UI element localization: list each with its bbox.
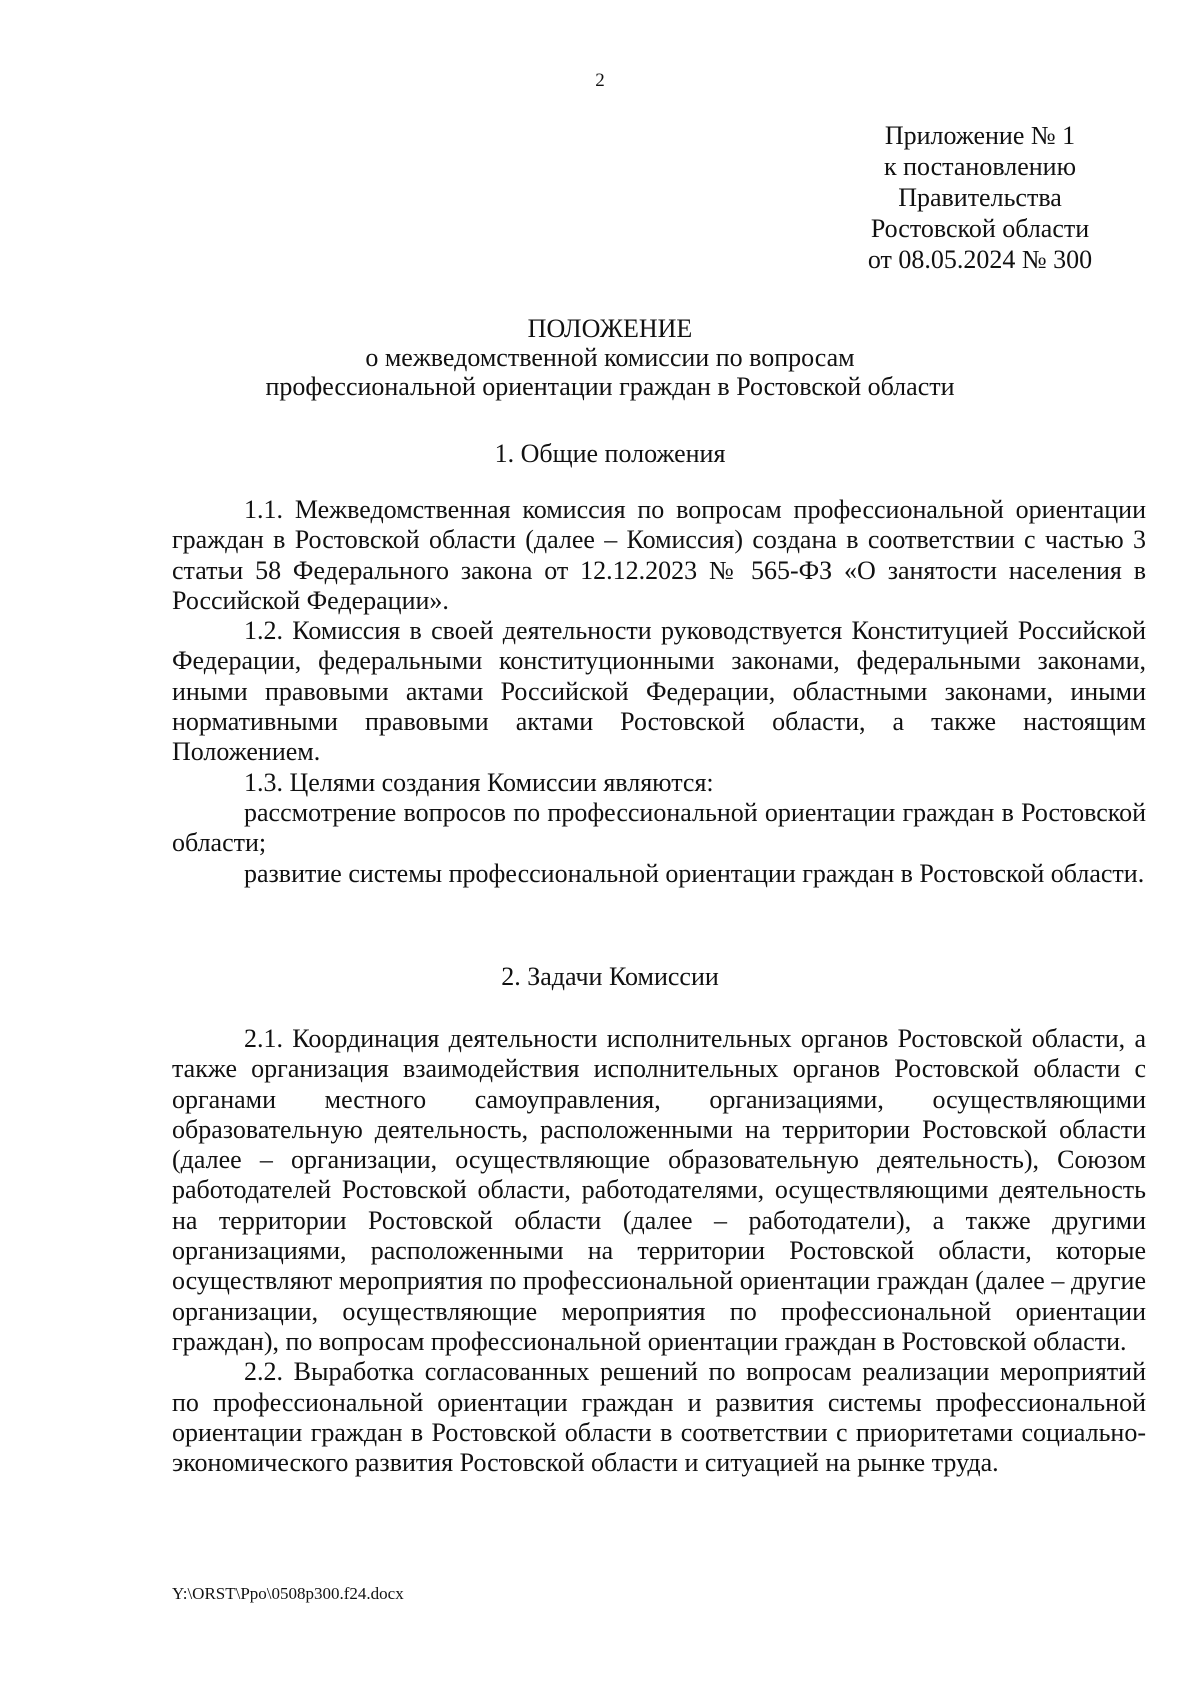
appendix-block: [830, 120, 1130, 275]
appendix-title: Приложение № 1: [884, 121, 1076, 150]
document-subtitle: о межведомственной комиссии по вопросам: [365, 343, 855, 372]
paragraph-2-1: 2.1. Координация деятельности исполнительных органов Ростовской области, а также организация взаимодействия исполнительных органов Ростовской области с органами местного самоуправления, организациями, осуществляющими образовательную деятельность, расположенными на территории Ростовской области (далее – организации, осуществляющие образовательную деятельность), Союзом работодателей Ростовской области, работодателями, осуществляющими деятельность на территории Ростовской области (далее – работодатели), а также другими организациями, расположенными на территории Ростовской области, которые осуществляют мероприятия по профессиональной ориентации граждан (далее – другие организации, осуществляющие мероприятия по профессиональной ориентации граждан), по вопросам профессиональной ориентации граждан в Ростовской области.: [172, 1024, 1146, 1356]
section-body-general: [172, 495, 1146, 889]
page-number: 2: [595, 70, 605, 91]
section-heading-tasks: 2. Задачи Комиссии: [501, 962, 719, 991]
paragraph-2-2: 2.2. Выработка согласованных решений по вопросам реализации мероприятий по профессиональной ориентации граждан и развития системы профессиональной ориентации граждан в Ростовской области в соответствии с приоритетами социально-экономического развития Ростовской области и ситуацией на рынке труда.: [172, 1357, 1146, 1478]
document-subtitle: профессиональной ориентации граждан в Ростовской области: [265, 372, 955, 401]
goal-item: рассмотрение вопросов по профессиональной ориентации граждан в Ростовской области;: [172, 797, 1146, 858]
goal-item: развитие системы профессиональной ориентации граждан в Ростовской области.: [244, 858, 1145, 888]
paragraph-1-2: 1.2. Комиссия в своей деятельности руководствуется Конституцией Российской Федерации, федеральными конституционными законами, федеральными законами, иными правовыми актами Российской Федерации, областными законами, иными нормативными правовыми актами Ростовской области, а также настоящим Положением.: [172, 616, 1146, 767]
appendix-line: Правительства: [898, 183, 1062, 212]
document-title-block: [150, 314, 1070, 401]
paragraph-1-1: 1.1. Межведомственная комиссия по вопросам профессиональной ориентации граждан в Ростовской области (далее – Комиссия) создана в соответствии с частью 3 статьи 58 Федерального закона от 12.12.2023 № 565-ФЗ «О занятости населения в Российской Федерации».: [172, 495, 1146, 615]
document-title: ПОЛОЖЕНИЕ: [527, 314, 693, 343]
appendix-date-number: от 08.05.2024 № 300: [867, 245, 1093, 274]
paragraph-1-3: 1.3. Целями создания Комиссии являются:: [244, 767, 714, 797]
appendix-line: к постановлению: [883, 152, 1077, 181]
footer-file-path: Y:\ORST\Ppo\0508p300.f24.docx: [172, 1584, 404, 1603]
section-heading-general: 1. Общие положения: [494, 439, 726, 468]
appendix-line: Ростовской области: [870, 214, 1090, 243]
section-body-tasks: [172, 1024, 1146, 1478]
